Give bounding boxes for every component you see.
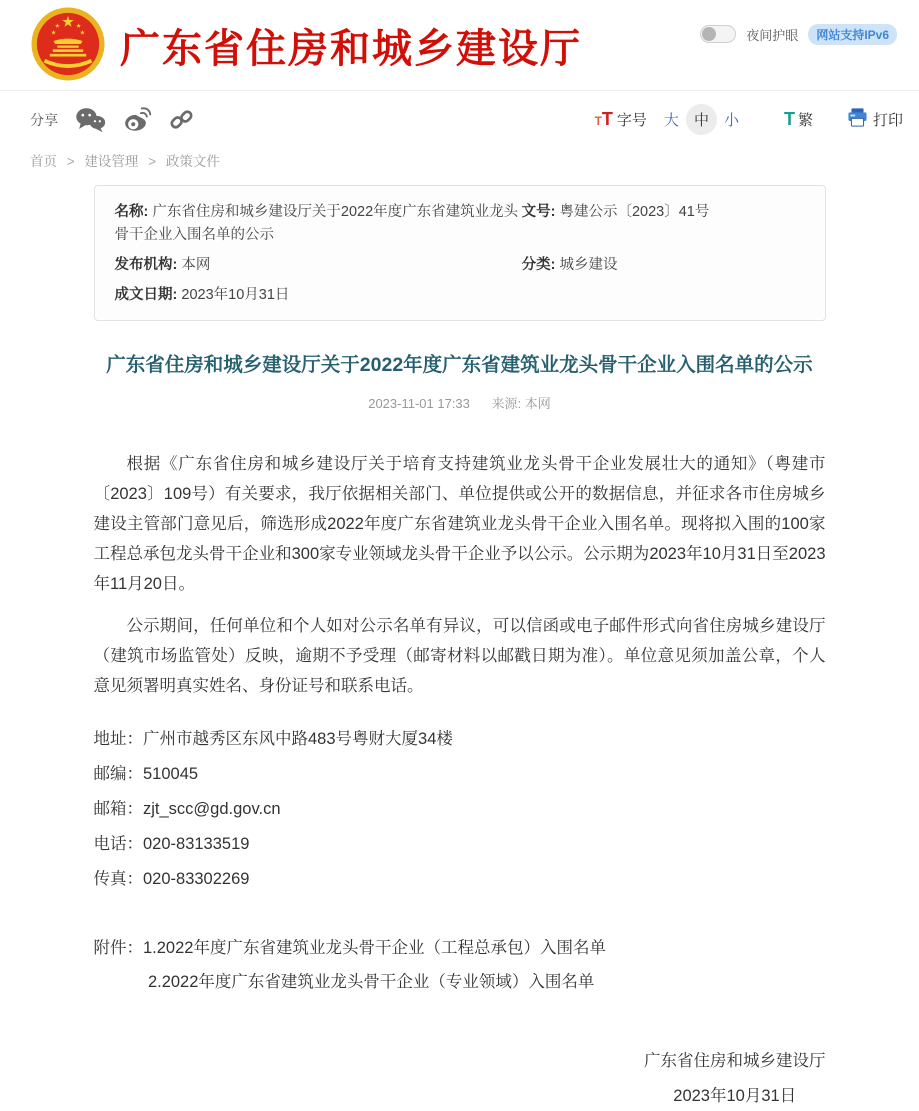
attachment-row — [94, 967, 826, 997]
breadcrumb — [0, 139, 919, 170]
contact-fax: 传真：020-83302269 — [93, 870, 250, 888]
doc-date-value: 2023年10月31日 — [181, 287, 290, 303]
doc-name-label: 名称: — [114, 204, 149, 220]
doc-category-value: 城乡建设 — [559, 257, 618, 273]
night-mode-label: 夜间护眼 — [746, 27, 799, 43]
attachments-block — [94, 933, 826, 997]
doc-name-field — [115, 201, 522, 247]
ipv6-badge: 网站支持IPv6 — [808, 24, 897, 45]
attachment-item-1[interactable]: 1.2022年度广东省建筑业龙头骨干企业（工程总承包）入围名单 — [143, 939, 606, 957]
attachment-item-2[interactable]: 2.2022年度广东省建筑业龙头骨干企业（专业领域）入围名单 — [147, 973, 595, 991]
article-meta — [94, 393, 826, 412]
font-size-medium[interactable]: 中 — [686, 104, 717, 135]
publish-time: 2023-11-01 17:33 — [368, 396, 470, 411]
toolbar — [0, 91, 919, 139]
traditional-label: 繁 — [797, 112, 813, 129]
contact-postcode: 邮编：510045 — [93, 765, 199, 783]
breadcrumb-construction-management[interactable]: 建设管理 — [84, 154, 139, 169]
main-content — [94, 185, 826, 1111]
doc-publisher-label: 发布机构: — [114, 257, 178, 273]
traditional-t-icon: T — [783, 109, 795, 129]
breadcrumb-policy-documents[interactable]: 政策文件 — [165, 154, 220, 169]
night-mode-toggle[interactable] — [700, 25, 736, 43]
print-label: 打印 — [872, 112, 903, 129]
doc-date-label: 成文日期: — [114, 287, 178, 303]
printer-icon — [847, 108, 868, 131]
signature-organization: 广东省住房和城乡建设厅 — [644, 1052, 826, 1070]
site-title: 广东省住房和城乡建设厅 — [120, 26, 582, 71]
doc-publisher-field — [115, 254, 522, 277]
contact-email: 邮箱：zjt_scc@gd.gov.cn — [93, 800, 281, 818]
article-body — [94, 449, 826, 1111]
paragraph: 公示期间，任何单位和个人如对公示名单有异议，可以信函或电子邮件形式向省住房城乡建设厅（建筑市场监管处）反映，逾期不予受理（邮寄材料以邮戳日期为准）。单位意见须加盖公章，个人意见须署明真实姓名、身份证号和联系电话。 — [93, 617, 826, 695]
doc-name-value: 广东省住房和城乡建设厅关于2022年度广东省建筑业龙头骨干企业入围名单的公示 — [114, 204, 519, 243]
wechat-icon[interactable] — [75, 107, 106, 133]
copy-link-icon[interactable] — [169, 107, 194, 132]
share-label: 分享 — [30, 111, 58, 128]
contact-block — [94, 724, 826, 894]
doc-date-field — [115, 284, 522, 307]
article-title: 广东省住房和城乡建设厅关于2022年度广东省建筑业龙头骨干企业入围名单的公示 — [106, 354, 813, 376]
signature-date: 2023年10月31日 — [673, 1087, 797, 1105]
font-size-label: 字号 — [616, 112, 647, 129]
font-size-small[interactable]: 小 — [723, 112, 739, 129]
article-source: 来源: 本网 — [491, 396, 551, 411]
site-header — [0, 0, 919, 91]
national-emblem-logo — [30, 6, 106, 82]
traditional-chinese-button[interactable] — [784, 109, 813, 130]
font-size-large[interactable]: 大 — [663, 112, 679, 129]
contact-phone: 电话：020-83133519 — [93, 835, 250, 853]
doc-number-value: 粤建公示〔2023〕41号 — [559, 204, 710, 220]
doc-number-field — [522, 201, 805, 247]
document-info-card — [94, 185, 826, 321]
attachments-label: 附件： — [93, 939, 143, 957]
print-button[interactable] — [847, 108, 903, 131]
attachment-row — [94, 933, 826, 963]
toggle-knob — [702, 27, 716, 41]
contact-address: 地址：广州市越秀区东风中路483号粤财大厦34楼 — [93, 730, 453, 748]
paragraph: 根据《广东省住房和城乡建设厅关于培育支持建筑业龙头骨干企业发展壮大的通知》（粤建市〔2023〕109号）有关要求，我厅依据相关部门、单位提供或公开的数据信息，并征求各市住房城乡建设主管部门意见后，筛选形成2022年度广东省建筑业龙头骨干企业入围名单。现将拟入围的100家工程总承包龙头骨干企业和300家专业领域龙头骨干企业予以公示。公示期为2023年10月31日至2023年11月20日。 — [93, 455, 826, 593]
doc-publisher-value: 本网 — [181, 257, 211, 273]
doc-category-label: 分类: — [521, 257, 556, 273]
breadcrumb-separator: > — [148, 154, 157, 169]
signature-block — [94, 1046, 826, 1111]
doc-number-label: 文号: — [521, 204, 556, 220]
breadcrumb-separator: > — [66, 154, 75, 169]
doc-category-field — [522, 254, 805, 277]
breadcrumb-home[interactable]: 首页 — [30, 154, 57, 169]
font-size-icon: TT — [594, 109, 613, 129]
weibo-icon[interactable] — [123, 107, 152, 133]
